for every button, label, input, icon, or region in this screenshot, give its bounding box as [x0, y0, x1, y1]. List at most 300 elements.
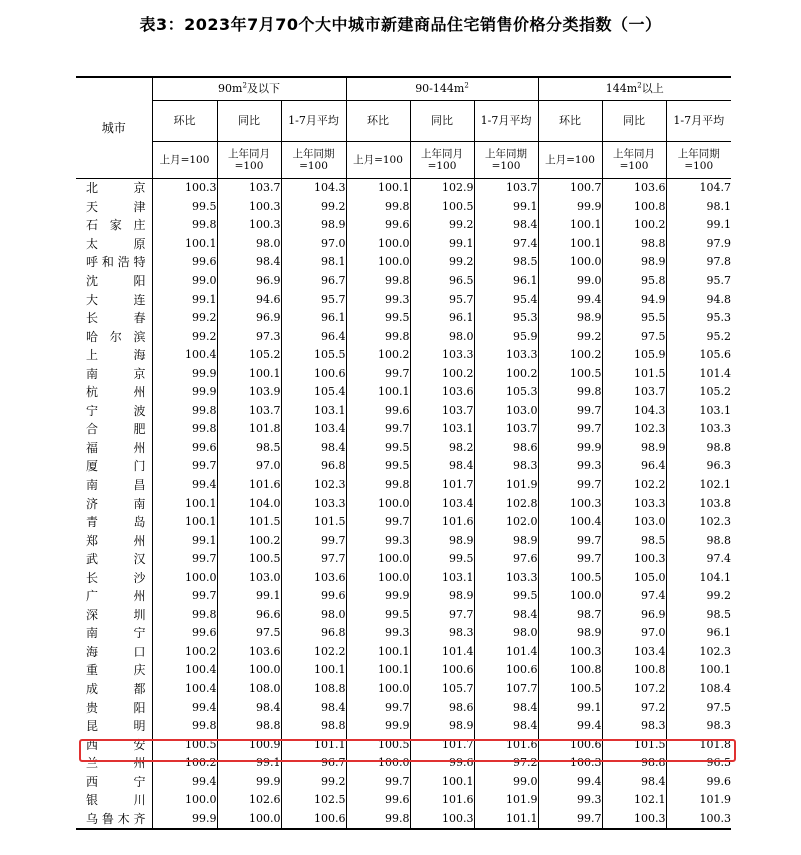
index-value: 101.4 [666, 364, 731, 383]
city-name: 太 原 [86, 236, 146, 251]
index-value: 100.3 [538, 494, 602, 513]
base-header: 上月=100 [538, 142, 602, 179]
index-value: 96.9 [217, 309, 281, 328]
city-name: 重 庆 [86, 663, 146, 678]
index-value: 101.7 [410, 735, 474, 754]
table-row [76, 513, 731, 532]
index-value: 95.8 [602, 272, 666, 291]
table-row [76, 346, 731, 365]
index-value: 100.6 [538, 735, 602, 754]
index-value: 103.0 [217, 568, 281, 587]
index-value: 102.2 [602, 476, 666, 495]
index-value: 99.8 [152, 717, 217, 736]
index-value: 100.5 [410, 198, 474, 217]
index-value: 98.8 [666, 531, 731, 550]
index-value: 102.9 [410, 179, 474, 198]
index-value: 100.0 [538, 587, 602, 606]
table-row [76, 309, 731, 328]
index-value: 100.0 [152, 791, 217, 810]
index-value: 98.2 [410, 439, 474, 458]
index-value: 98.4 [281, 698, 346, 717]
index-value: 98.1 [281, 253, 346, 272]
table-row [76, 624, 731, 643]
sub-header-yoy: 同比 [602, 101, 666, 142]
index-value: 99.9 [152, 383, 217, 402]
index-value: 100.3 [602, 550, 666, 569]
table-row [76, 476, 731, 495]
index-value: 96.7 [281, 272, 346, 291]
group-header-small: $90m^2$及以下 [152, 77, 346, 101]
index-value: 99.9 [538, 198, 602, 217]
base-header: 上年同期=100 [666, 142, 731, 179]
index-value: 101.1 [474, 810, 538, 830]
table-row [76, 457, 731, 476]
index-value: 95.3 [666, 309, 731, 328]
index-value: 96.6 [217, 606, 281, 625]
index-value: 100.1 [538, 216, 602, 235]
table-row [76, 661, 731, 680]
index-value: 100.1 [410, 773, 474, 792]
index-value: 99.2 [410, 216, 474, 235]
index-value: 103.6 [410, 383, 474, 402]
index-value: 99.6 [152, 439, 217, 458]
index-value: 99.5 [152, 198, 217, 217]
index-value: 98.4 [474, 216, 538, 235]
index-value: 100.0 [346, 235, 410, 254]
index-value: 98.5 [217, 439, 281, 458]
table-row [76, 327, 731, 346]
index-value: 103.6 [217, 643, 281, 662]
index-value: 98.9 [474, 531, 538, 550]
index-value: 101.6 [410, 791, 474, 810]
sub-header-mom: 环比 [152, 101, 217, 142]
table-row [76, 439, 731, 458]
index-value: 100.0 [346, 494, 410, 513]
index-value: 99.2 [410, 253, 474, 272]
index-value: 103.7 [217, 179, 281, 198]
index-value: 96.5 [666, 754, 731, 773]
index-value: 99.7 [152, 550, 217, 569]
table-row [76, 198, 731, 217]
index-value: 98.3 [602, 717, 666, 736]
index-value: 94.6 [217, 290, 281, 309]
index-value: 101.6 [217, 476, 281, 495]
index-value: 100.6 [410, 661, 474, 680]
index-value: 99.9 [346, 587, 410, 606]
table-row [76, 550, 731, 569]
index-value: 95.3 [474, 309, 538, 328]
index-value: 103.0 [602, 513, 666, 532]
index-value: 101.5 [602, 735, 666, 754]
index-value: 99.7 [152, 587, 217, 606]
index-value: 100.4 [152, 661, 217, 680]
index-value: 95.7 [410, 290, 474, 309]
index-value: 99.4 [538, 290, 602, 309]
index-value: 98.9 [602, 253, 666, 272]
index-value: 100.5 [346, 735, 410, 754]
index-value: 99.8 [346, 810, 410, 830]
index-value: 96.5 [410, 272, 474, 291]
index-value: 96.4 [281, 327, 346, 346]
index-value: 97.7 [281, 550, 346, 569]
index-value: 98.8 [602, 754, 666, 773]
index-value: 98.0 [474, 624, 538, 643]
highlight-box [79, 739, 736, 762]
city-name: 长 春 [86, 311, 146, 326]
index-value: 101.4 [410, 643, 474, 662]
index-value: 98.1 [666, 198, 731, 217]
city-name: 合 肥 [86, 422, 146, 437]
table-row [76, 717, 731, 736]
index-value: 98.5 [602, 531, 666, 550]
index-value: 99.6 [346, 402, 410, 421]
index-value: 102.1 [666, 476, 731, 495]
index-value: 97.9 [666, 235, 731, 254]
index-value: 100.5 [217, 550, 281, 569]
index-value: 99.6 [152, 624, 217, 643]
index-value: 97.5 [602, 327, 666, 346]
index-value: 103.1 [410, 420, 474, 439]
index-value: 100.3 [666, 810, 731, 830]
index-value: 98.8 [217, 717, 281, 736]
index-value: 100.1 [152, 494, 217, 513]
city-name: 大 连 [86, 292, 146, 307]
table-row [76, 235, 731, 254]
index-value: 100.3 [410, 810, 474, 830]
index-value: 100.1 [152, 513, 217, 532]
index-value: 100.2 [217, 531, 281, 550]
index-value: 105.9 [602, 346, 666, 365]
index-value: 99.1 [410, 235, 474, 254]
index-value: 107.2 [602, 680, 666, 699]
index-value: 99.7 [538, 550, 602, 569]
table-row [76, 253, 731, 272]
sub-header-avg: 1-7月平均 [474, 101, 538, 142]
index-value: 95.9 [474, 327, 538, 346]
index-value: 99.1 [152, 531, 217, 550]
index-value: 100.6 [281, 364, 346, 383]
sub-header-avg: 1-7月平均 [281, 101, 346, 142]
index-value: 98.4 [474, 698, 538, 717]
index-value: 100.2 [152, 643, 217, 662]
index-value: 104.1 [666, 568, 731, 587]
index-value: 100.1 [217, 364, 281, 383]
base-header: 上年同月=100 [217, 142, 281, 179]
index-value: 100.3 [217, 198, 281, 217]
index-value: 102.2 [281, 643, 346, 662]
index-value: 103.7 [602, 383, 666, 402]
index-value: 99.6 [666, 773, 731, 792]
index-value: 97.2 [602, 698, 666, 717]
index-value: 99.1 [666, 216, 731, 235]
index-value: 100.7 [538, 179, 602, 198]
index-value: 100.4 [152, 680, 217, 699]
index-value: 99.1 [217, 754, 281, 773]
index-value: 99.7 [346, 698, 410, 717]
index-value: 99.6 [346, 791, 410, 810]
index-value: 100.9 [217, 735, 281, 754]
index-value: 99.1 [217, 587, 281, 606]
index-value: 99.7 [346, 773, 410, 792]
index-value: 98.0 [281, 606, 346, 625]
city-name: 上 海 [86, 348, 146, 363]
index-value: 100.0 [346, 253, 410, 272]
table-row [76, 179, 731, 198]
index-value: 101.4 [474, 643, 538, 662]
table-row [76, 402, 731, 421]
index-value: 98.9 [281, 216, 346, 235]
index-value: 99.9 [152, 364, 217, 383]
index-value: 96.3 [666, 457, 731, 476]
city-name: 北 京 [86, 181, 146, 196]
index-value: 98.6 [410, 698, 474, 717]
index-value: 103.0 [474, 402, 538, 421]
index-value: 99.8 [538, 383, 602, 402]
index-value: 103.6 [281, 568, 346, 587]
index-value: 98.3 [474, 457, 538, 476]
table-body [76, 179, 731, 830]
table-row [76, 568, 731, 587]
index-value: 99.8 [346, 198, 410, 217]
index-value: 99.8 [152, 216, 217, 235]
index-value: 100.2 [538, 346, 602, 365]
index-value: 105.2 [217, 346, 281, 365]
index-value: 98.9 [410, 531, 474, 550]
index-value: 97.4 [474, 235, 538, 254]
city-name: 南 宁 [86, 626, 146, 641]
index-value: 102.0 [474, 513, 538, 532]
index-value: 103.7 [474, 179, 538, 198]
index-value: 98.5 [474, 253, 538, 272]
index-value: 99.7 [346, 420, 410, 439]
index-value: 95.7 [281, 290, 346, 309]
base-header: 上月=100 [346, 142, 410, 179]
index-value: 104.7 [666, 179, 731, 198]
index-value: 99.8 [346, 327, 410, 346]
index-value: 98.9 [538, 624, 602, 643]
index-value: 99.2 [538, 327, 602, 346]
table-row [76, 364, 731, 383]
index-value: 99.9 [217, 773, 281, 792]
index-value: 97.0 [217, 457, 281, 476]
base-header: 上年同月=100 [602, 142, 666, 179]
index-value: 100.3 [217, 216, 281, 235]
index-value: 98.8 [602, 235, 666, 254]
index-value: 97.2 [474, 754, 538, 773]
index-value: 100.1 [281, 661, 346, 680]
index-value: 105.7 [410, 680, 474, 699]
index-value: 99.7 [152, 457, 217, 476]
city-name: 海 口 [86, 644, 146, 659]
index-value: 99.0 [538, 272, 602, 291]
price-index-table [76, 76, 731, 830]
index-value: 98.9 [410, 717, 474, 736]
index-value: 95.5 [602, 309, 666, 328]
index-value: 99.4 [538, 773, 602, 792]
index-value: 99.7 [346, 513, 410, 532]
index-value: 101.9 [474, 791, 538, 810]
index-value: 103.3 [602, 494, 666, 513]
index-value: 99.4 [152, 773, 217, 792]
table-row [76, 587, 731, 606]
index-value: 99.9 [152, 810, 217, 830]
index-value: 96.9 [602, 606, 666, 625]
index-value: 98.6 [474, 439, 538, 458]
index-value: 100.1 [346, 661, 410, 680]
city-name: 西 宁 [86, 774, 146, 789]
index-value: 103.3 [281, 494, 346, 513]
index-value: 100.4 [152, 346, 217, 365]
table-row [76, 680, 731, 699]
city-name: 南 京 [86, 366, 146, 381]
index-value: 97.3 [217, 327, 281, 346]
index-value: 99.3 [346, 290, 410, 309]
table-row [76, 383, 731, 402]
index-value: 100.0 [152, 568, 217, 587]
index-value: 98.4 [281, 439, 346, 458]
index-value: 103.3 [410, 346, 474, 365]
index-value: 108.4 [666, 680, 731, 699]
index-value: 99.5 [346, 606, 410, 625]
city-name: 广 州 [86, 589, 146, 604]
index-value: 100.0 [346, 754, 410, 773]
table-row [76, 531, 731, 550]
index-value: 101.5 [217, 513, 281, 532]
index-value: 100.8 [538, 661, 602, 680]
sub-header-mom: 环比 [346, 101, 410, 142]
index-value: 97.0 [281, 235, 346, 254]
sub-header-avg: 1-7月平均 [666, 101, 731, 142]
city-name: 呼和浩特 [86, 255, 146, 270]
index-value: 101.5 [602, 364, 666, 383]
table-row [76, 272, 731, 291]
index-value: 99.5 [474, 587, 538, 606]
index-value: 97.4 [602, 587, 666, 606]
city-name: 乌鲁木齐 [76, 810, 152, 830]
city-name: 济 南 [86, 496, 146, 511]
index-value: 99.7 [538, 810, 602, 830]
index-value: 96.9 [217, 272, 281, 291]
index-value: 99.4 [152, 698, 217, 717]
table-row [76, 216, 731, 235]
table-row [76, 420, 731, 439]
index-value: 101.6 [474, 735, 538, 754]
base-header: 上月=100 [152, 142, 217, 179]
page-title: 表3：2023年7月70个大中城市新建商品住宅销售价格分类指数（一） [139, 15, 662, 34]
index-value: 98.0 [410, 327, 474, 346]
index-value: 98.8 [281, 717, 346, 736]
index-value: 99.8 [346, 272, 410, 291]
index-value: 99.7 [538, 420, 602, 439]
city-name: 南 昌 [86, 478, 146, 493]
index-value: 96.8 [281, 457, 346, 476]
table-row [76, 698, 731, 717]
index-value: 99.6 [410, 754, 474, 773]
index-value: 95.2 [666, 327, 731, 346]
index-value: 104.3 [602, 402, 666, 421]
index-value: 102.3 [666, 643, 731, 662]
index-value: 98.3 [666, 717, 731, 736]
index-value: 99.6 [281, 587, 346, 606]
index-value: 103.3 [666, 420, 731, 439]
city-name: 青 岛 [86, 515, 146, 530]
index-value: 102.8 [474, 494, 538, 513]
table-row [76, 773, 731, 792]
sub-header-mom: 环比 [538, 101, 602, 142]
index-value: 99.5 [346, 439, 410, 458]
index-value: 99.1 [152, 290, 217, 309]
index-value: 98.4 [217, 253, 281, 272]
index-value: 105.5 [281, 346, 346, 365]
index-value: 102.3 [281, 476, 346, 495]
index-value: 103.7 [474, 420, 538, 439]
city-name: 银 川 [86, 793, 146, 808]
index-value: 100.8 [602, 198, 666, 217]
index-value: 99.5 [346, 309, 410, 328]
index-value: 100.0 [346, 568, 410, 587]
table-row [76, 810, 731, 830]
index-value: 98.9 [410, 587, 474, 606]
index-value: 99.1 [474, 198, 538, 217]
index-value: 99.3 [538, 457, 602, 476]
table-row [76, 791, 731, 810]
index-value: 99.2 [281, 773, 346, 792]
index-value: 104.3 [281, 179, 346, 198]
city-name: 厦 门 [86, 459, 146, 474]
index-value: 108.8 [281, 680, 346, 699]
index-value: 94.9 [602, 290, 666, 309]
sub-header-yoy: 同比 [217, 101, 281, 142]
index-value: 100.5 [538, 364, 602, 383]
index-value: 101.5 [281, 513, 346, 532]
sub-header-yoy: 同比 [410, 101, 474, 142]
index-value: 99.3 [538, 791, 602, 810]
index-value: 100.0 [217, 810, 281, 830]
index-value: 98.9 [602, 439, 666, 458]
index-value: 105.0 [602, 568, 666, 587]
city-name: 深 圳 [86, 607, 146, 622]
index-value: 96.1 [281, 309, 346, 328]
index-value: 99.7 [346, 364, 410, 383]
index-value: 105.2 [666, 383, 731, 402]
index-value: 96.7 [281, 754, 346, 773]
index-value: 108.0 [217, 680, 281, 699]
index-value: 96.1 [474, 272, 538, 291]
index-value: 104.0 [217, 494, 281, 513]
index-value: 103.3 [474, 346, 538, 365]
index-value: 99.9 [538, 439, 602, 458]
city-name: 天 津 [86, 199, 146, 214]
city-name: 沈 阳 [86, 274, 146, 288]
index-value: 99.6 [346, 216, 410, 235]
index-value: 97.4 [666, 550, 731, 569]
index-value: 97.5 [217, 624, 281, 643]
index-value: 99.8 [152, 420, 217, 439]
index-value: 101.9 [666, 791, 731, 810]
city-name: 兰 州 [86, 756, 146, 771]
index-value: 95.7 [666, 272, 731, 291]
index-value: 100.2 [410, 364, 474, 383]
index-value: 99.4 [538, 717, 602, 736]
city-name: 哈尔滨 [86, 329, 146, 344]
index-value: 100.2 [346, 346, 410, 365]
index-value: 99.7 [281, 531, 346, 550]
index-value: 98.4 [474, 717, 538, 736]
index-value: 97.8 [666, 253, 731, 272]
index-value: 103.4 [410, 494, 474, 513]
index-value: 100.5 [152, 735, 217, 754]
table-row [76, 606, 731, 625]
